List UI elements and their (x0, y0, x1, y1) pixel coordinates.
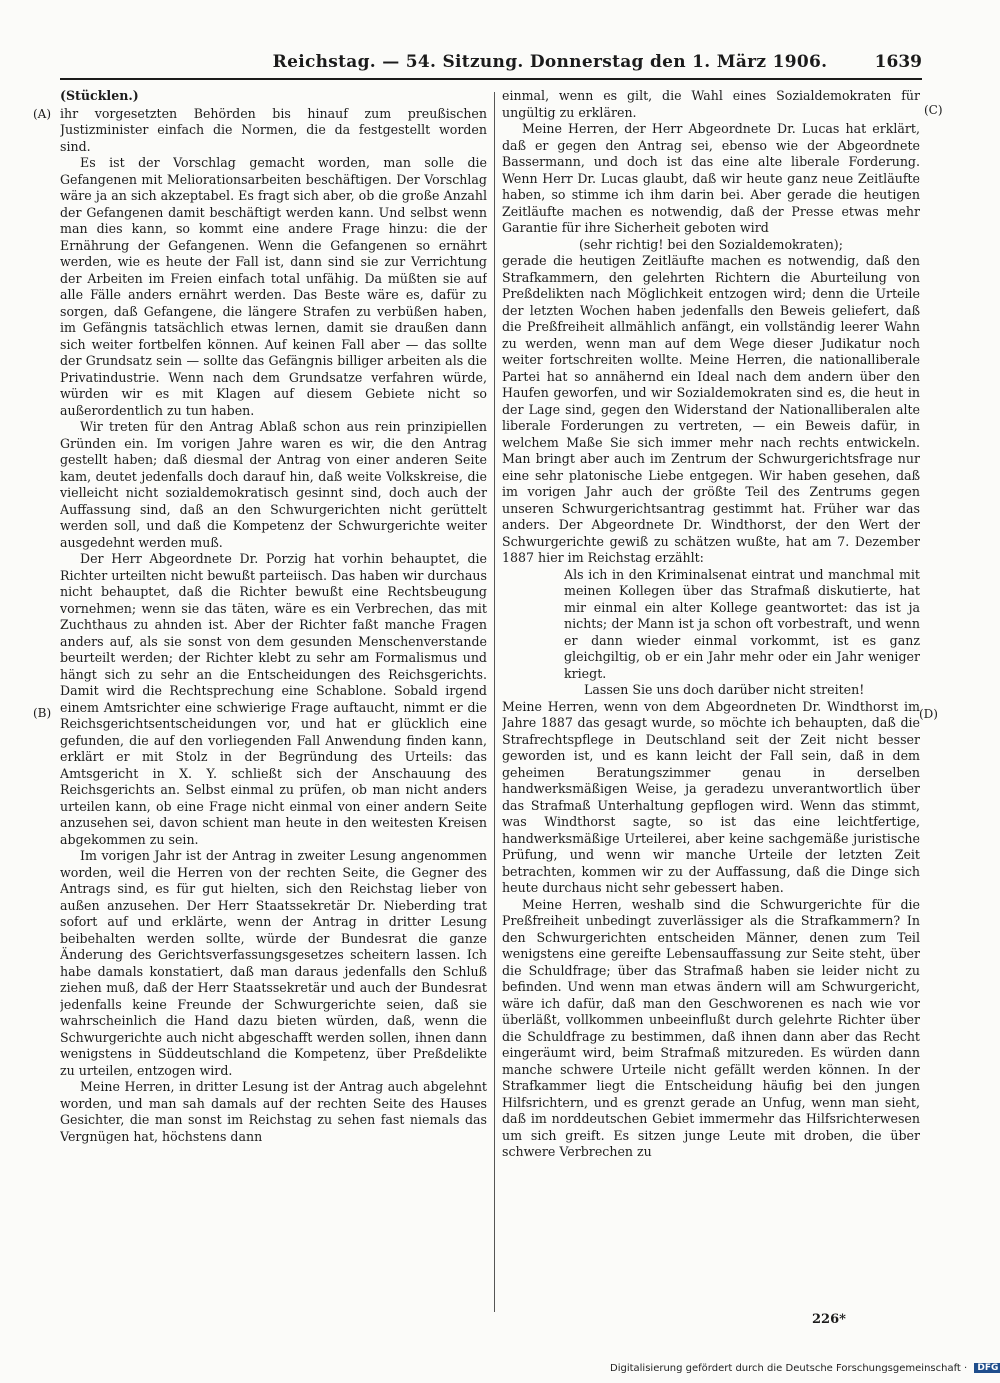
page-header (60, 52, 922, 82)
paragraph: Meine Herren, weshalb sind die Schwurgerichte für die Preßfreiheit unbedingt zuverlässiger als die Strafkammern? In den Schwurgerichten entscheiden Männer, denen zum Teil wenigstens eine gereifte Lebensauffassung zur Seite steht, über die Schuldfrage; über das Strafmaß haben sie leider nicht zu befinden. Und wenn man etwas ändern will am Schwurgericht, wäre ich dafür, daß man den Geschworenen es nach wie vor überläßt, vollkommen unbeeinflußt durch gelehrte Richter über die Schuldfrage zu bestimmen, daß ihnen dann aber das Recht eingeräumt wird, beim Strafmaß mitzureden. Es würden dann manche schwere Urteile nicht gefällt werden können. In der Strafkammer liegt die Entscheidung häufig bei den jungen Hilfsrichtern, und es grenzt gerade an Unfug, wenn man sieht, daß im norddeutschen Gebiet immermehr das Hilfsrichterwesen um sich greift. Es sitzen junge Leute mit droben, die über schwere Verbrechen zu (502, 896, 920, 1159)
dfg-logo: DFG (974, 1363, 1000, 1373)
paragraph: Meine Herren, wenn von dem Abgeordneten Dr. Windthorst im Jahre 1887 das gesagt wurde, so möchte ich behaupten, daß die Strafrechtspflege in Deutschland seit der Zeit nicht besser geworden ist, und es kann leicht der Fall sein, daß in dem geheimen Beratungszimmer genau in derselben handwerksmäßigen Weise, ja geradezu unverantwortlich über das Strafmaß Unterhaltung gepflogen wird. Wenn das stimmt, was Windthorst sagte, so ist das eine leichtfertige, handwerksmäßige Urteilerei, aber keine sachgemäße juristische Prüfung, und wenn wir manche Urteile der letzten Zeit betrachten, kommen wir zu der Auffassung, daß die Dinge sich heute durchaus nicht sehr gebessert haben. (502, 698, 920, 895)
paragraph: Meine Herren, in dritter Lesung ist der Antrag auch abgelehnt worden, und man sah damals auf der rechten Seite des Hauses Gesichter, die man sonst im Reichstag zu sehen fast niemals das Vergnügen hat, höchstens dann (60, 1079, 487, 1144)
right-column (502, 88, 920, 1278)
column-divider (494, 92, 495, 1312)
footer (610, 1363, 1000, 1374)
sheet-number: 226* (812, 1312, 846, 1327)
speaker-label: (Stücklen.) (60, 88, 139, 103)
margin-marker-b: (B) (33, 706, 52, 720)
paragraph: Es ist der Vorschlag gemacht worden, man solle die Gefangenen mit Meliorationsarbeiten beschäftigen. Der Vorschlag wäre ja an sich akzeptabel. Es fragt sich aber, ob die große Anzahl der Gefangenen damit beschäftigt werden kann. Und selbst wenn man dies kann, so kommt eine andere Frage hinzu: die der Ernährung der Gefangenen. Wenn die Gefangenen so ernährt werden, wie es heute der Fall ist, dann sind sie zur Verrichtung der Arbeiten im Freien einfach total unfähig. Da müßten sie auf alle Fälle anders ernährt werden. Das Beste wäre es, dafür zu sorgen, daß Gefangene, die längere Strafen zu verbüßen haben, im Gefängnis tatsächlich etwas lernen, damit sie draußen dann sich weiter fortbelfen können. Auf keinen Fall aber — das sollte der Grundsatz sein — sollte das Gefängnis billiger arbeiten als die Privatindustrie. Wenn nach dem Grundsatze verfahren würde, würden wir es mit Klagen auf diesem Gebiete nicht so außerordentlich zu tun haben. (60, 155, 487, 418)
paragraph: Wir treten für den Antrag Ablaß schon aus rein prinzipiellen Gründen ein. Im vorigen Jahre waren es wir, die den Antrag gestellt haben; daß diesmal der Antrag von einer anderen Seite kam, deutet jedenfalls doch darauf hin, daß weite Volkskreise, die vielleicht nicht sozialdemokratisch gesinnt sind, doch auch der Auffassung sind, daß an den Schwurgerichten nicht gerüttelt werden soll, und daß die Kompetenz der Schwurgerichte weiter ausgedehnt werden muß. (60, 419, 487, 550)
paragraph: ihr vorgesetzten Behörden bis hinauf zum preußischen Justizminister einfach die Normen, die da festgestellt worden sind. (60, 105, 487, 154)
footer-text: Digitalisierung gefördert durch die Deutsche Forschungsgemeinschaft · (610, 1363, 968, 1374)
left-column (60, 88, 487, 1303)
margin-marker-d: (D) (919, 707, 938, 721)
header-rule (60, 78, 922, 80)
quote-paragraph: Als ich in den Kriminalsenat eintrat und manchmal mit meinen Kollegen über das Strafmaß diskutierte, hat mir einmal ein alter Kollege geantwortet: das ist ja nichts; der Mann ist ja schon oft vorbestraft, und wenn er dann wieder einmal vorkommt, ist es ganz gleichgiltig, ob er ein Jahr mehr oder ein Jahr weniger kriegt. (564, 566, 920, 681)
running-head: Reichstag. — 54. Sitzung. Donnerstag den 1. März 1906. (272, 52, 828, 72)
interjection: (sehr richtig! bei den Sozialdemokraten); (579, 236, 843, 252)
block-quote (564, 567, 920, 699)
paragraph: Der Herr Abgeordnete Dr. Porzig hat vorhin behauptet, die Richter urteilten nicht bewußt parteiisch. Das haben wir durchaus nicht behauptet, daß die Richter bewußt eine Rechtsbeugung vornehmen; wenn sie das täten, wäre es ein Verbrechen, das mit Zuchthaus zu ahnden ist. Aber der Richter faßt manche Fragen anders auf, als sie sonst von dem gesunden Menschenverstande beurteilt werden; der Richter klebt zu sehr am Formalismus und hängt sich zu sehr an die Entscheidungen des Reichsgerichts. Damit wird die Rechtsprechung eine Schablone. Sobald irgend einem Amtsrichter eine schwierige Frage auftaucht, nimmt er die Reichsgerichtsentscheidungen vor, und hat er glücklich eine gefunden, die auf den vorliegenden Fall Anwendung finden kann, erklärt er mit Stolz in der Begründung des Urteils: das Amtsgericht in X. Y. schließt sich der Anschauung des Reichsgerichts an. Selbst einmal zu prüfen, ob man nicht anders urteilen kann, ob eine Frage nicht einmal von einer andern Seite anzusehen sei, davon schient man heute in den weitesten Kreisen abgekommen zu sein. (60, 551, 487, 847)
paragraph: gerade die heutigen Zeitläufte machen es notwendig, daß den Strafkammern, den gelehrten Richtern die Aburteilung von Preßdelikten nach Möglichkeit entzogen wird; denn die Urteile der letzten Wochen haben jedenfalls den Beweis geliefert, daß die Preßfreiheit allmählich anfängt, ein vollständig leerer Wahn zu werden, wenn man auf dem Wege dieser Judikatur noch weiter fortschreiten wollte. Meine Herren, die nationalliberale Partei hat so annähernd ein Ideal nach dem andern über den Haufen geworfen, und wir Sozialdemokraten sind es, die heut in der Lage sind, gegen den Widerstand der Nationalliberalen alte liberale Forderungen zu vertreten, — ein Beweis dafür, in welchem Maße Sie sich immer mehr nach rechts entwickeln. Man bringt aber auch im Zentrum der Schwurgerichtsfrage nur eine sehr platonische Liebe entgegen. Wir haben gesehen, daß im vorigen Jahr auch der größte Teil des Zentrums gegen unseren Schwurgerichtsantrag gestimmt hat. Früher war das anders. Der Abgeordnete Dr. Windthorst, der den Wert der Schwurgerichte gewiß zu schätzen wußte, hat am 7. Dezember 1887 hier im Reichstag erzählt: (502, 253, 920, 565)
margin-marker-c: (C) (924, 103, 943, 117)
paragraph: einmal, wenn es gilt, die Wahl eines Sozialdemokraten für ungültig zu erklären. (502, 88, 920, 120)
quote-paragraph: Lassen Sie uns doch darüber nicht streiten! (584, 682, 865, 697)
page-number: 1639 (874, 52, 922, 72)
margin-marker-a: (A) (33, 107, 52, 121)
paragraph: Meine Herren, der Herr Abgeordnete Dr. Lucas hat erklärt, daß er gegen den Antrag sei, ebenso wie der Abgeordnete Bassermann, und doch ist das eine alte liberale Forderung. Wenn Herr Dr. Lucas glaubt, daß wir heute ganz neue Zeitläufte haben, so stimme ich ihm darin bei. Aber gerade die heutigen Zeitläufte machen es notwendig, daß der Presse etwas mehr Garantie für ihre Sicherheit geboten wird (502, 121, 920, 235)
paragraph: Im vorigen Jahr ist der Antrag in zweiter Lesung angenommen worden, weil die Herren von der rechten Seite, die Gegner des Antrags sind, es für gut hielten, sich den Reichstag lieber von außen anzusehen. Der Herr Staatssekretär Dr. Nieberding trat sofort auf und erklärte, wenn der Antrag in dritter Lesung beibehalten werden sollte, würde der Bundesrat die ganze Änderung des Gerichtsverfassungsgesetzes scheitern lassen. Ich habe damals konstatiert, daß man daraus jedenfalls den Schluß ziehen muß, daß der Herr Staatssekretär und auch der Bundesrat jedenfalls keine Freunde der Schwurgerichte seien, daß sie wahrscheinlich die Hand dazu bieten würden, daß, wenn die Schwurgerichte auch nicht abgeschafft werden sollen, ihnen dann wenigstens in Süddeutschland die Kompetenz, über Preßdelikte zu urteilen, entzogen wird. (60, 848, 487, 1078)
